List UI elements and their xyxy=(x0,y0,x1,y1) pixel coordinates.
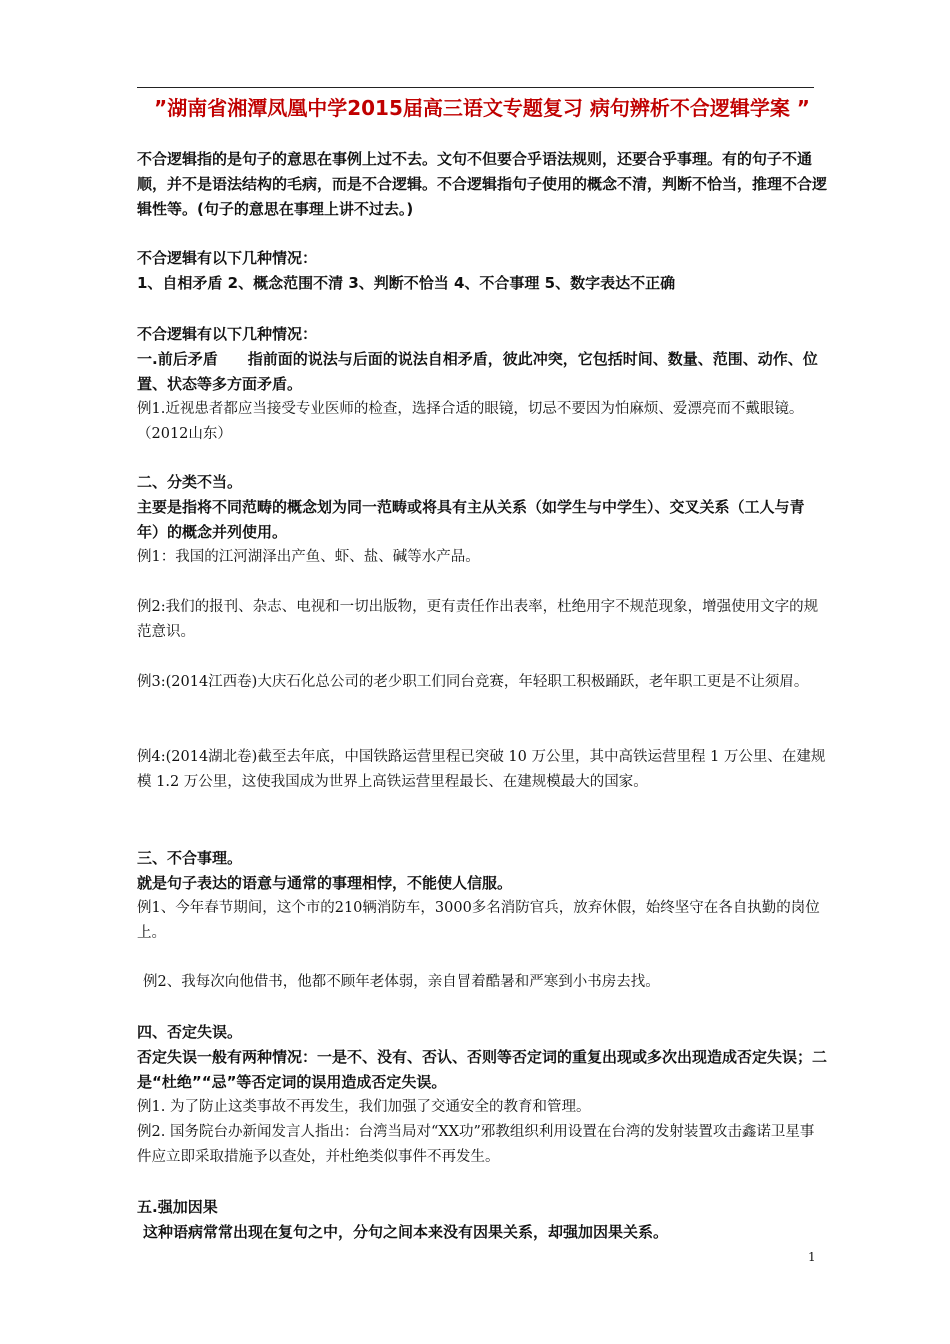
overview-list: 1、自相矛盾 2、概念范围不清 3、判断不恰当 4、不合事理 5、数字表达不正确 xyxy=(137,274,676,292)
section-2-description: 主要是指将不同范畴的概念划为同一范畴或将具有主从关系（如学生与中学生）、交叉关系（工人与青年）的概念并列使用。 xyxy=(137,498,805,541)
section-3-example-2: 例2、我每次向他借书，他都不顾年老体弱，亲自冒着酷暑和严寒到小书房去找。 xyxy=(143,974,660,990)
section-2-example-3: 例3:(2014江西卷)大庆石化总公司的老少职工们同台竞赛，年轻职工积极踊跃，老年职工更是不让须眉。 xyxy=(137,674,809,690)
page-number: 1 xyxy=(808,1250,816,1264)
section-2-example-2: 例2:我们的报刊、杂志、电视和一切出版物，更有责任作出表率，杜绝用字不规范现象，增强使用文字的规范意识。 xyxy=(137,599,819,640)
section-5-description: 这种语病常常出现在复句之中，分句之间本来没有因果关系，却强加因果关系。 xyxy=(143,1223,669,1241)
section-4-description: 否定失误一般有两种情况：一是不、没有、否认、否则等否定词的重复出现或多次出现造成否定失误；二是“杜绝”“忌”等否定词的误用造成否定失误。 xyxy=(137,1048,828,1091)
section-2-example-4: 例4:(2014湖北卷)截至去年底，中国铁路运营里程已突破 10 万公里，其中高铁运营里程 1 万公里、在建规模 1.2 万公里，这使我国成为世界上高铁运营里程最长、在建规模最大的国家。 xyxy=(137,749,826,790)
header-rule xyxy=(137,87,814,88)
section-2-heading: 二、分类不当。 xyxy=(137,473,243,491)
section-3-description: 就是句子表达的语意与通常的事理相悖，不能使人信服。 xyxy=(137,874,513,892)
section-1-example-1: 例1.近视患者都应当接受专业医师的检查，选择合适的眼镜，切忌不要因为怕麻烦、爱漂亮而不戴眼镜。（2012山东） xyxy=(137,401,804,442)
section-4-example-2: 例2. 国务院台办新闻发言人指出：台湾当局对“XX功”邪教组织利用设置在台湾的发射装置攻击鑫诺卫星事件应立即采取措施予以查处，并杜绝类似事件不再发生。 xyxy=(137,1124,815,1165)
section-3-example-1: 例1、今年春节期间，这个市的210辆消防车，3000多名消防官兵，放弃休假，始终坚守在各自执勤的岗位上。 xyxy=(137,900,820,941)
section-2-example-1: 例1：我国的江河湖泽出产鱼、虾、盐、碱等水产品。 xyxy=(137,549,480,565)
overview-heading: 不合逻辑有以下几种情况： xyxy=(137,249,318,267)
intro-paragraph: 不合逻辑指的是句子的意思在事例上过不去。文句不但要合乎语法规则，还要合乎事理。有的句子不通顺，并不是语法结构的毛病，而是不合逻辑。不合逻辑指句子使用的概念不清，判断不恰当，推理不合逻辑性等。(句子的意思在事理上讲不过去。) xyxy=(137,150,828,218)
section-1-heading: 一.前后矛盾 指前面的说法与后面的说法自相矛盾，彼此冲突，它包括时间、数量、范围、动作、位置、状态等多方面矛盾。 xyxy=(137,350,818,393)
document-title: ”湖南省湘潭凤凰中学2015届高三语文专题复习 病句辨析不合逻辑学案 ” xyxy=(154,96,810,120)
overview-heading-2: 不合逻辑有以下几种情况： xyxy=(137,325,318,343)
section-4-example-1: 例1. 为了防止这类事故不再发生，我们加强了交通安全的教育和管理。 xyxy=(137,1099,591,1115)
section-5-heading: 五.强加因果 xyxy=(137,1198,218,1216)
section-4-heading: 四、否定失误。 xyxy=(137,1023,243,1041)
section-3-heading: 三、不合事理。 xyxy=(137,849,243,867)
